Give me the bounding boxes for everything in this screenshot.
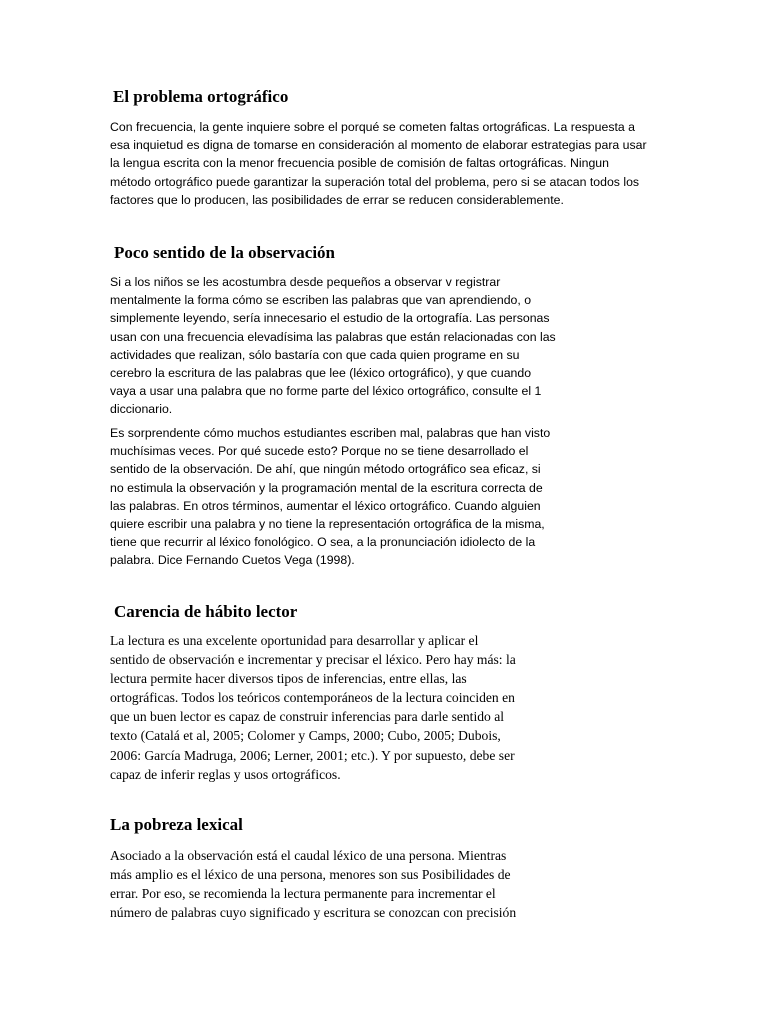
- text-line: Si a los niños se les acostumbra desde pequeños a observar v registrar: [110, 275, 501, 289]
- paragraph-pobreza-lexical: [110, 846, 516, 922]
- text-line: que un buen lector es capaz de construir inferencias para darle sentido al: [110, 709, 505, 725]
- text-line: las palabras. En otros términos, aumentar el léxico ortográfico. Cuando alguien: [110, 498, 541, 513]
- text-line: más amplio es el léxico de una persona, menores son sus Posibilidades de: [110, 867, 511, 883]
- paragraph-observacion-2: [110, 424, 550, 570]
- text-line: Con frecuencia, la gente inquiere sobre el porqué se cometen faltas ortográficas. La respuesta a: [110, 120, 635, 134]
- text-line: tiene que recurrir al léxico fonológico. O sea, a la pronunciación idiolecto de la: [110, 535, 536, 550]
- paragraph-problema-ortografico: [110, 118, 647, 209]
- text-line: número de palabras cuyo significado y escritura se conozcan con precisión: [110, 905, 517, 921]
- text-line: método ortográfico puede garantizar la superación total del problema, pero si se atacan todos los: [110, 174, 640, 189]
- text-line: quiere escribir una palabra y no tiene la representación ortográfica de la misma,: [110, 517, 545, 532]
- text-line: no estimula la observación y la programación mental de la escritura correcta de: [110, 480, 543, 495]
- paragraph-observacion-1: [110, 273, 556, 419]
- text-line: actividades que realizan, sólo bastaría con que cada quien programe en su: [110, 347, 520, 362]
- text-line: ortográficas. Todos los teóricos contemporáneos de la lectura coinciden en: [110, 690, 515, 706]
- text-line: errar. Por eso, se recomienda la lectura permanente para incrementar el: [110, 886, 496, 902]
- section-heading-pobreza-lexical: La pobreza lexical: [110, 815, 243, 834]
- text-line: cerebro la escritura de las palabras que lee (léxico ortográfico), y que cuando: [110, 366, 532, 381]
- paragraph-habito-lector: [110, 631, 516, 784]
- text-line: usan con una frecuencia elevadísima las palabras que están relacionadas con las: [110, 329, 556, 344]
- text-line: texto (Catalá et al, 2005; Colomer y Camps, 2000; Cubo, 2005; Dubois,: [110, 728, 501, 744]
- section-heading-observacion: Poco sentido de la observación: [114, 243, 335, 262]
- text-line: simplemente leyendo, sería innecesario el estudio de la ortografía. Las personas: [110, 311, 550, 326]
- text-line: Asociado a la observación está el caudal léxico de una persona. Mientras: [110, 848, 507, 863]
- text-line: sentido de observación e incrementar y precisar el léxico. Pero hay más: la: [110, 652, 516, 668]
- section-heading-habito-lector: Carencia de hábito lector: [114, 602, 298, 621]
- text-line: 2006: García Madruga, 2006; Lerner, 2001; etc.). Y por supuesto, debe ser: [110, 747, 515, 763]
- text-line: capaz de inferir reglas y usos ortográficos.: [110, 766, 341, 782]
- text-line: muchísimas veces. Por qué sucede esto? Porque no se tiene desarrollado el: [110, 444, 529, 459]
- text-line: esa inquietud es digna de tomarse en consideración al momento de elaborar estrategias para usar: [110, 138, 647, 153]
- text-line: sentido de la observación. De ahí, que ningún método ortográfico sea eficaz, si: [110, 462, 541, 477]
- text-line: vaya a usar una palabra que no forme parte del léxico ortográfico, consulte el 1: [110, 384, 542, 399]
- text-line: palabra. Dice Fernando Cuetos Vega (1998).: [110, 553, 355, 568]
- text-line: la lengua escrita con la menor frecuencia posible de comisión de faltas ortográficas. Ningun: [110, 156, 609, 171]
- text-line: diccionario.: [110, 402, 173, 417]
- section-heading-problema-ortografico: El problema ortográfico: [113, 87, 289, 106]
- text-line: mentalmente la forma cómo se escriben las palabras que van aprendiendo, o: [110, 293, 532, 308]
- text-line: factores que lo producen, las posibilidades de errar se reducen considerablemente.: [110, 192, 564, 207]
- text-line: lectura permite hacer diversos tipos de inferencias, entre ellas, las: [110, 671, 467, 687]
- text-line: Es sorprendente cómo muchos estudiantes escriben mal, palabras que han visto: [110, 426, 551, 440]
- text-line: La lectura es una excelente oportunidad para desarrollar y aplicar el: [110, 633, 479, 648]
